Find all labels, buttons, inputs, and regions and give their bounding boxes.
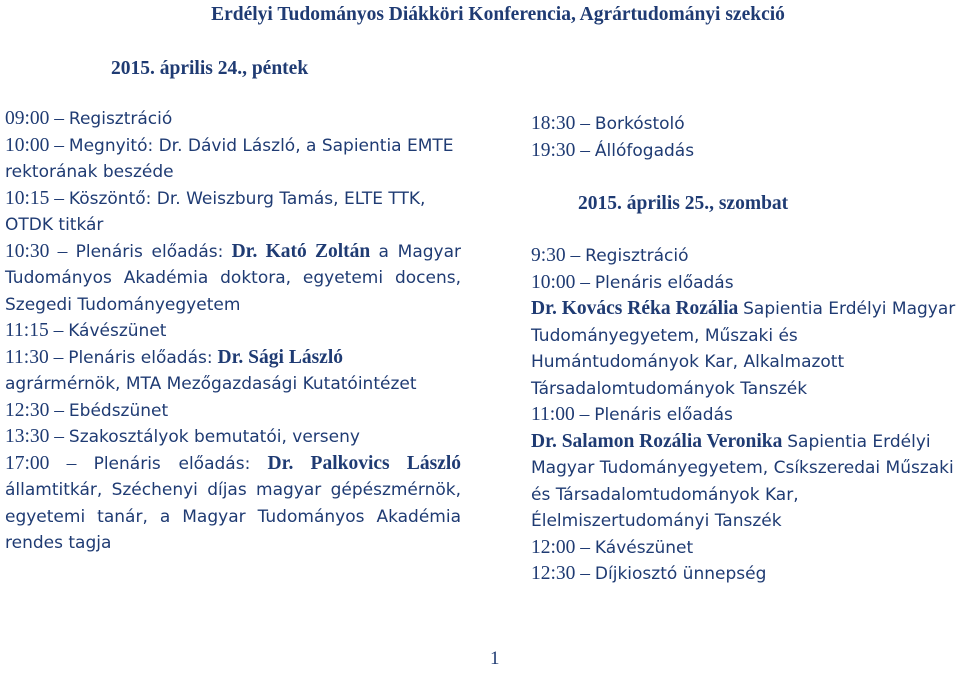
day2-schedule (531, 243, 959, 588)
schedule-item: 10:30 – Plenáris előadás: Dr. Kató Zoltán a Magyar Tudományos Akadémia doktora, egyetemi docens, Szegedi Tudományegyetem (5, 240, 461, 315)
speaker-name: Dr. Palkovics László (267, 452, 461, 474)
schedule-item: 19:30 – Állófogadás (531, 139, 695, 161)
schedule-item: 18:30 – Borkóstoló (531, 113, 685, 134)
schedule-item: 11:30 – Plenáris előadás: Dr. Sági László agrármérnök, MTA Mezőgazdasági Kutatóintézet (5, 346, 417, 394)
schedule-item: 17:00 – Plenáris előadás: Dr. Palkovics László államtitkár, Széchenyi díjas magyar gépészmérnök, egyetemi tanár, a Magyar Tudományos Akadémia rendes tagja (5, 452, 461, 553)
schedule-item: Dr. Salamon Rozália Veronika Sapientia Erdélyi Magyar Tudományegyetem, Csíkszeredai Műszaki és Társadalomtudományok Kar, Élelmiszertudományi Tanszék (531, 430, 954, 531)
schedule-item: 13:30 – Szakosztályok bemutatói, verseny (5, 426, 360, 447)
day1-date-heading: 2015. április 24., péntek (111, 58, 309, 79)
speaker-name: Dr. Sági László (217, 346, 343, 368)
schedule-item: 11:15 – Kávészünet (5, 320, 167, 341)
schedule-item: 11:00 – Plenáris előadás (531, 404, 733, 425)
schedule-item: Dr. Kovács Réka Rozália Sapientia Erdélyi Magyar Tudományegyetem, Műszaki és Humántudományok Kar, Alkalmazott Társadalomtudományok Tanszék (531, 298, 956, 399)
day2-date-heading: 2015. április 25., szombat (578, 193, 789, 214)
schedule-item: 09:00 – Regisztráció (5, 108, 173, 129)
day1-schedule (5, 106, 461, 557)
schedule-item: 10:00 – Plenáris előadás (531, 271, 734, 293)
speaker-name: Dr. Kató Zoltán (231, 240, 371, 262)
schedule-item: 10:15 – Köszöntő: Dr. Weiszburg Tamás, ELTE TTK, OTDK titkár (5, 187, 426, 235)
document-title: Erdélyi Tudományos Diákköri Konferencia, Agrártudományi szekció (211, 4, 785, 25)
day1-evening-schedule (531, 111, 959, 164)
page-number: 1 (490, 648, 500, 669)
schedule-item: 12:30 – Díjkiosztó ünnepség (531, 563, 767, 584)
schedule-item: 9:30 – Regisztráció (531, 245, 689, 266)
speaker-name: Dr. Kovács Réka Rozália (531, 298, 739, 319)
schedule-item: 12:00 – Kávészünet (531, 536, 694, 558)
schedule-item: 12:30 – Ebédszünet (5, 399, 169, 421)
speaker-name: Dr. Salamon Rozália Veronika (531, 430, 783, 452)
schedule-item: 10:00 – Megnyitó: Dr. Dávid László, a Sapientia EMTE rektorának beszéde (5, 134, 454, 182)
